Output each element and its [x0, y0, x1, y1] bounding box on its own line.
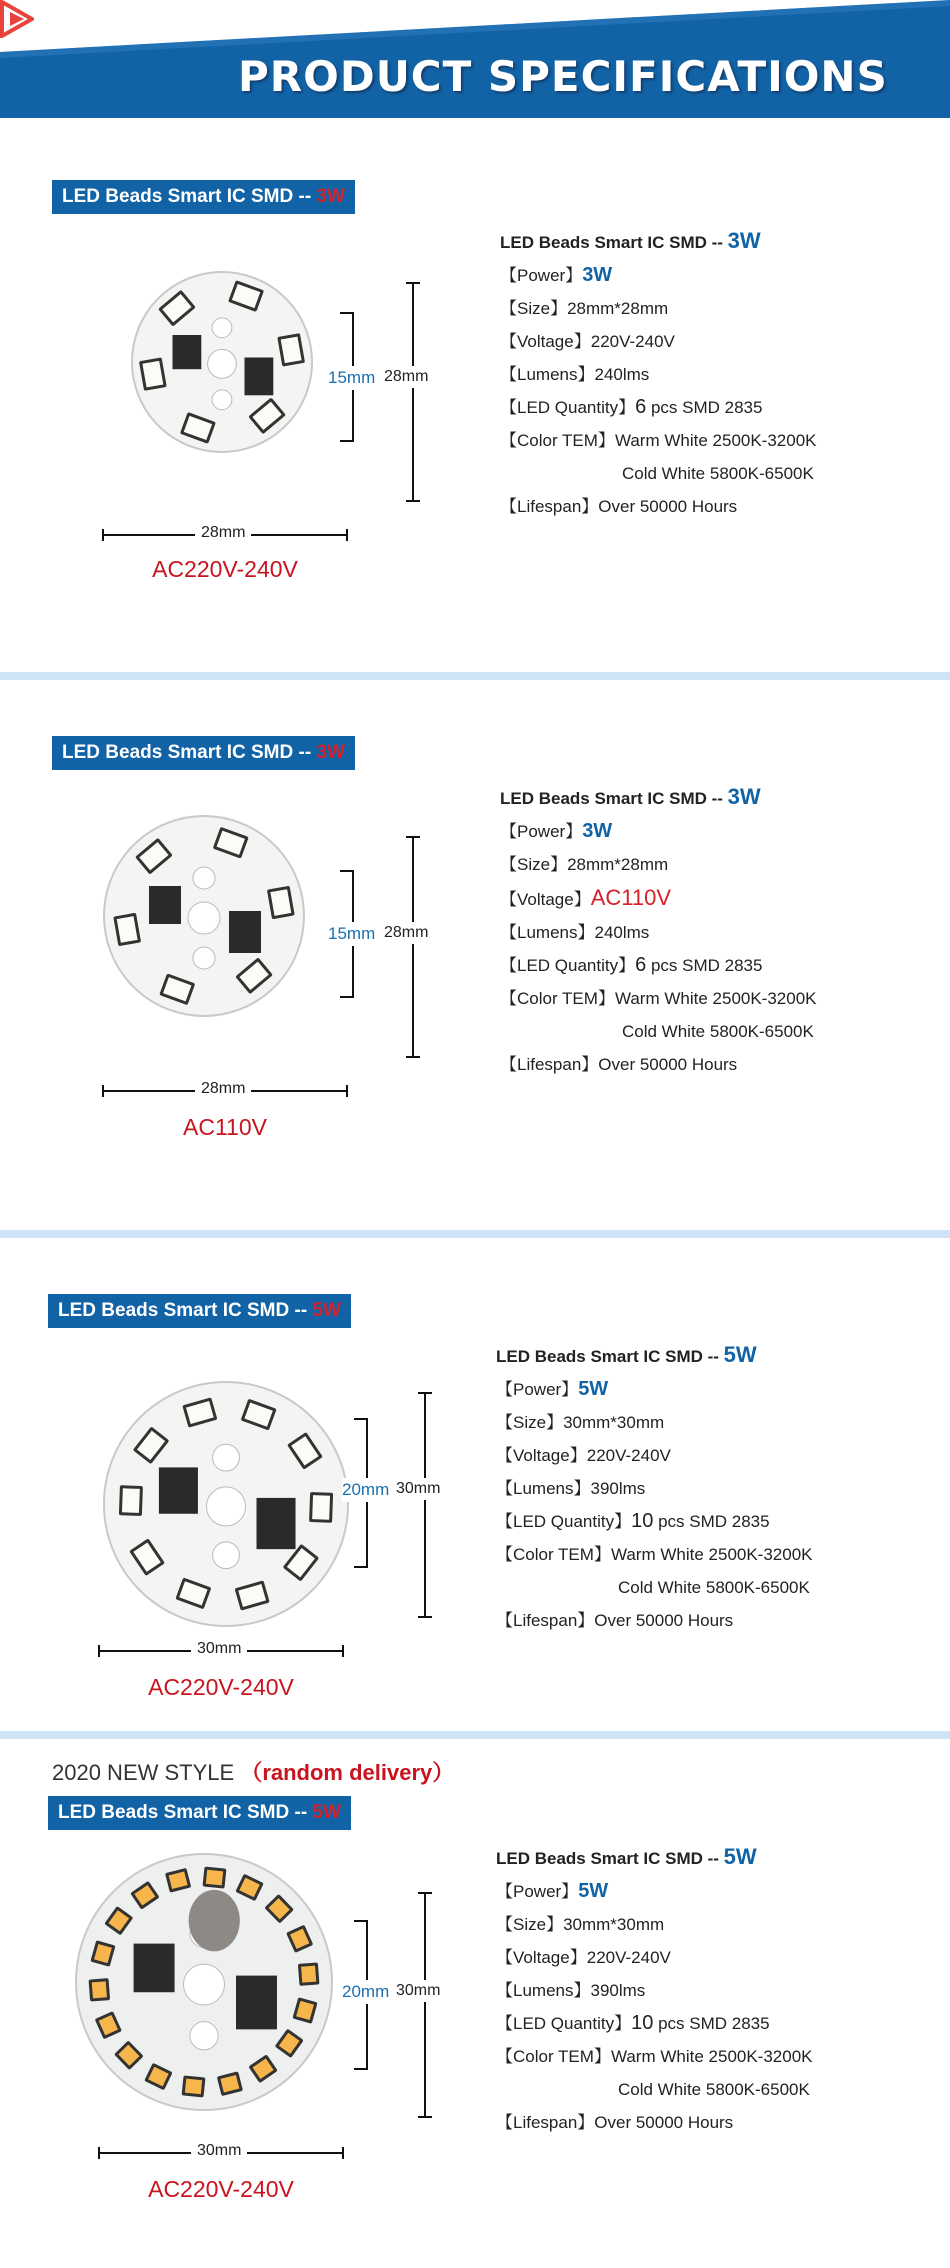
height-dimension-line [424, 1892, 426, 2116]
spec-voltage-label: 【Voltage】 [496, 1948, 587, 1967]
height-dimension-tick [406, 836, 420, 838]
section-tag [48, 1294, 351, 1328]
spec-quantity-label: 【LED Quantity】 [496, 2014, 632, 2033]
spec-quantity-number: 10 [631, 1510, 654, 1532]
spec-color-label: 【Color TEM】 [496, 1545, 611, 1564]
spec-power-value: 5W [578, 1378, 609, 1400]
spec-color-cold: Cold White 5800K-6500K [618, 2080, 810, 2099]
spec-lumens-value: 240lms [594, 923, 650, 942]
spec-lifespan-value: Over 50000 Hours [598, 1055, 738, 1074]
spec-color-label: 【Color TEM】 [496, 2047, 611, 2066]
spec-size [496, 1406, 813, 1439]
spec-list [500, 224, 817, 523]
banner-title: PRODUCT SPECIFICATIONS [238, 52, 888, 101]
spec-power-label: 【Power】 [500, 822, 583, 841]
spec-voltage-value: 220V-240V [586, 1948, 671, 1967]
tag-wattage: 5W [312, 1802, 341, 1823]
spec-color-temp [496, 2040, 813, 2073]
spec-power [500, 815, 817, 848]
inner-dimension-tick [340, 996, 354, 998]
spec-color-cold: Cold White 5800K-6500K [622, 464, 814, 483]
spec-size [500, 292, 817, 325]
spec-heading [500, 780, 817, 815]
spec-size-label: 【Size】 [496, 1915, 564, 1934]
spec-voltage [500, 881, 817, 916]
spec-heading [500, 224, 817, 259]
play-arrow-icon [0, 0, 34, 38]
spec-quantity-value: pcs SMD 2835 [653, 2014, 770, 2033]
spec-heading-wattage: 3W [727, 228, 761, 253]
spec-led-quantity [500, 391, 817, 424]
height-dimension-tick [406, 500, 420, 502]
spec-lumens [500, 916, 817, 949]
spec-list [496, 1338, 813, 1637]
random-delivery-note: （random delivery） [240, 1760, 455, 1785]
spec-power [496, 1875, 813, 1908]
height-dimension-tick [418, 1392, 432, 1394]
spec-voltage-value: 220V-240V [590, 332, 675, 351]
section-tag [52, 180, 355, 214]
spec-lumens-value: 390lms [590, 1981, 646, 2000]
height-dimension-tick [418, 2116, 432, 2118]
spec-size-label: 【Size】 [496, 1413, 564, 1432]
tag-wattage: 3W [316, 742, 345, 763]
tag-text: LED Beads Smart IC SMD -- [62, 742, 317, 763]
section-tag [52, 736, 355, 770]
inner-dimension-tick [340, 870, 354, 872]
spec-voltage-label: 【Voltage】 [496, 1446, 587, 1465]
spec-lifespan-value: Over 50000 Hours [594, 1611, 734, 1630]
spec-heading [496, 1338, 813, 1373]
spec-power [500, 259, 817, 292]
spec-heading-wattage: 5W [723, 1342, 757, 1367]
spec-size [496, 1908, 813, 1941]
height-dimension-tick [418, 1616, 432, 1618]
height-dimension-line [424, 1392, 426, 1616]
spec-size-value: 30mm*30mm [563, 1413, 665, 1432]
spec-size [500, 848, 817, 881]
spec-lifespan-label: 【Lifespan】 [496, 1611, 595, 1630]
spec-lifespan-value: Over 50000 Hours [598, 497, 738, 516]
spec-color-cold: Cold White 5800K-6500K [618, 1578, 810, 1597]
spec-size-value: 28mm*28mm [567, 855, 669, 874]
height-dimension-tick [406, 282, 420, 284]
voltage-caption: AC220V-240V [152, 556, 298, 582]
tag-wattage: 3W [316, 186, 345, 207]
spec-lifespan [496, 2106, 813, 2139]
spec-lifespan [496, 1604, 813, 1637]
spec-power-label: 【Power】 [496, 1882, 579, 1901]
spec-heading-text: LED Beads Smart IC SMD -- [500, 233, 728, 252]
spec-list [500, 780, 817, 1081]
width-dimension-label: 30mm [191, 2142, 247, 2160]
spec-lifespan-label: 【Lifespan】 [500, 497, 599, 516]
spec-heading-text: LED Beads Smart IC SMD -- [496, 1347, 724, 1366]
height-dimension-label: 28mm [384, 366, 428, 388]
spec-quantity-number: 6 [635, 954, 647, 976]
spec-lumens-value: 240lms [594, 365, 650, 384]
section-divider [0, 672, 950, 680]
spec-heading-text: LED Beads Smart IC SMD -- [500, 789, 728, 808]
led-board-image [100, 1378, 352, 1635]
spec-color-warm: Warm White 2500K-3200K [610, 1545, 813, 1564]
spec-quantity-value: pcs SMD 2835 [653, 1512, 770, 1531]
section-divider [0, 1230, 950, 1238]
spec-lumens [496, 1974, 813, 2007]
inner-dimension-tick [340, 440, 354, 442]
spec-lifespan-value: Over 50000 Hours [594, 2113, 734, 2132]
spec-voltage [496, 1941, 813, 1974]
spec-power-value: 3W [582, 820, 613, 842]
spec-color-temp [496, 1538, 813, 1571]
led-board-image [72, 1850, 336, 2119]
spec-quantity-label: 【LED Quantity】 [496, 1512, 632, 1531]
inner-dimension-tick [340, 312, 354, 314]
spec-color-label: 【Color TEM】 [500, 431, 615, 450]
section-tag [48, 1796, 351, 1830]
spec-led-quantity [500, 949, 817, 982]
spec-voltage [500, 325, 817, 358]
spec-quantity-value: pcs SMD 2835 [646, 956, 763, 975]
inner-dimension-label: 20mm [342, 1980, 389, 2004]
spec-voltage-label: 【Voltage】 [500, 890, 591, 909]
spec-color-cold: Cold White 5800K-6500K [622, 1022, 814, 1041]
spec-quantity-number: 10 [631, 2012, 654, 2034]
spec-power-label: 【Power】 [500, 266, 583, 285]
spec-heading [496, 1840, 813, 1875]
header-banner [0, 0, 950, 120]
inner-dimension-tick [354, 1566, 368, 1568]
spec-quantity-value: pcs SMD 2835 [646, 398, 763, 417]
tag-text: LED Beads Smart IC SMD -- [58, 1802, 313, 1823]
spec-led-quantity [496, 1505, 813, 1538]
spec-quantity-label: 【LED Quantity】 [500, 956, 636, 975]
spec-color-warm: Warm White 2500K-3200K [614, 431, 817, 450]
spec-voltage-value: 220V-240V [586, 1446, 671, 1465]
led-board-image [100, 812, 308, 1025]
tag-wattage: 5W [312, 1300, 341, 1321]
height-dimension-label: 30mm [396, 1980, 440, 2002]
spec-color-warm: Warm White 2500K-3200K [614, 989, 817, 1008]
spec-power-value: 3W [582, 264, 613, 286]
spec-heading-wattage: 5W [723, 1844, 757, 1869]
spec-quantity-number: 6 [635, 396, 647, 418]
inner-dimension-tick [354, 1920, 368, 1922]
height-dimension-label: 28mm [384, 922, 428, 944]
inner-dimension-tick [354, 2068, 368, 2070]
width-dimension-label: 28mm [195, 1080, 251, 1098]
height-dimension-label: 30mm [396, 1478, 440, 1500]
led-board-image [128, 268, 316, 461]
spec-voltage-label: 【Voltage】 [500, 332, 591, 351]
spec-lifespan [500, 490, 817, 523]
spec-color-label: 【Color TEM】 [500, 989, 615, 1008]
spec-size-label: 【Size】 [500, 855, 568, 874]
spec-lumens-value: 390lms [590, 1479, 646, 1498]
spec-lumens-label: 【Lumens】 [500, 365, 595, 384]
spec-size-value: 28mm*28mm [567, 299, 669, 318]
spec-quantity-label: 【LED Quantity】 [500, 398, 636, 417]
spec-lifespan [500, 1048, 817, 1081]
new-style-heading [52, 1756, 454, 1787]
spec-lumens-label: 【Lumens】 [500, 923, 595, 942]
section-divider [0, 1731, 950, 1739]
voltage-caption: AC220V-240V [148, 2176, 294, 2202]
spec-color-warm: Warm White 2500K-3200K [610, 2047, 813, 2066]
width-dimension-label: 30mm [191, 1640, 247, 1658]
voltage-caption: AC220V-240V [148, 1674, 294, 1700]
height-dimension-line [412, 282, 414, 500]
voltage-caption: AC110V [183, 1114, 267, 1140]
spec-power-label: 【Power】 [496, 1380, 579, 1399]
spec-led-quantity [496, 2007, 813, 2040]
spec-heading-wattage: 3W [727, 784, 761, 809]
spec-voltage [496, 1439, 813, 1472]
height-dimension-tick [406, 1056, 420, 1058]
spec-lifespan-label: 【Lifespan】 [500, 1055, 599, 1074]
tag-text: LED Beads Smart IC SMD -- [58, 1300, 313, 1321]
spec-size-label: 【Size】 [500, 299, 568, 318]
tag-text: LED Beads Smart IC SMD -- [62, 186, 317, 207]
spec-color-temp [500, 424, 817, 457]
height-dimension-tick [418, 1892, 432, 1894]
inner-dimension-label: 20mm [342, 1478, 389, 1502]
inner-dimension-tick [354, 1418, 368, 1420]
spec-heading-text: LED Beads Smart IC SMD -- [496, 1849, 724, 1868]
spec-lifespan-label: 【Lifespan】 [496, 2113, 595, 2132]
inner-dimension-label: 15mm [328, 366, 375, 390]
spec-power [496, 1373, 813, 1406]
spec-power-value: 5W [578, 1880, 609, 1902]
height-dimension-line [412, 836, 414, 1056]
spec-color-temp [500, 982, 817, 1015]
spec-voltage-value: AC110V [590, 885, 672, 910]
spec-lumens-label: 【Lumens】 [496, 1981, 591, 2000]
spec-lumens-label: 【Lumens】 [496, 1479, 591, 1498]
spec-lumens [496, 1472, 813, 1505]
new-style-label: 2020 NEW STYLE [52, 1760, 235, 1785]
inner-dimension-label: 15mm [328, 922, 375, 946]
spec-size-value: 30mm*30mm [563, 1915, 665, 1934]
spec-list [496, 1840, 813, 2139]
spec-lumens [500, 358, 817, 391]
width-dimension-label: 28mm [195, 524, 251, 542]
